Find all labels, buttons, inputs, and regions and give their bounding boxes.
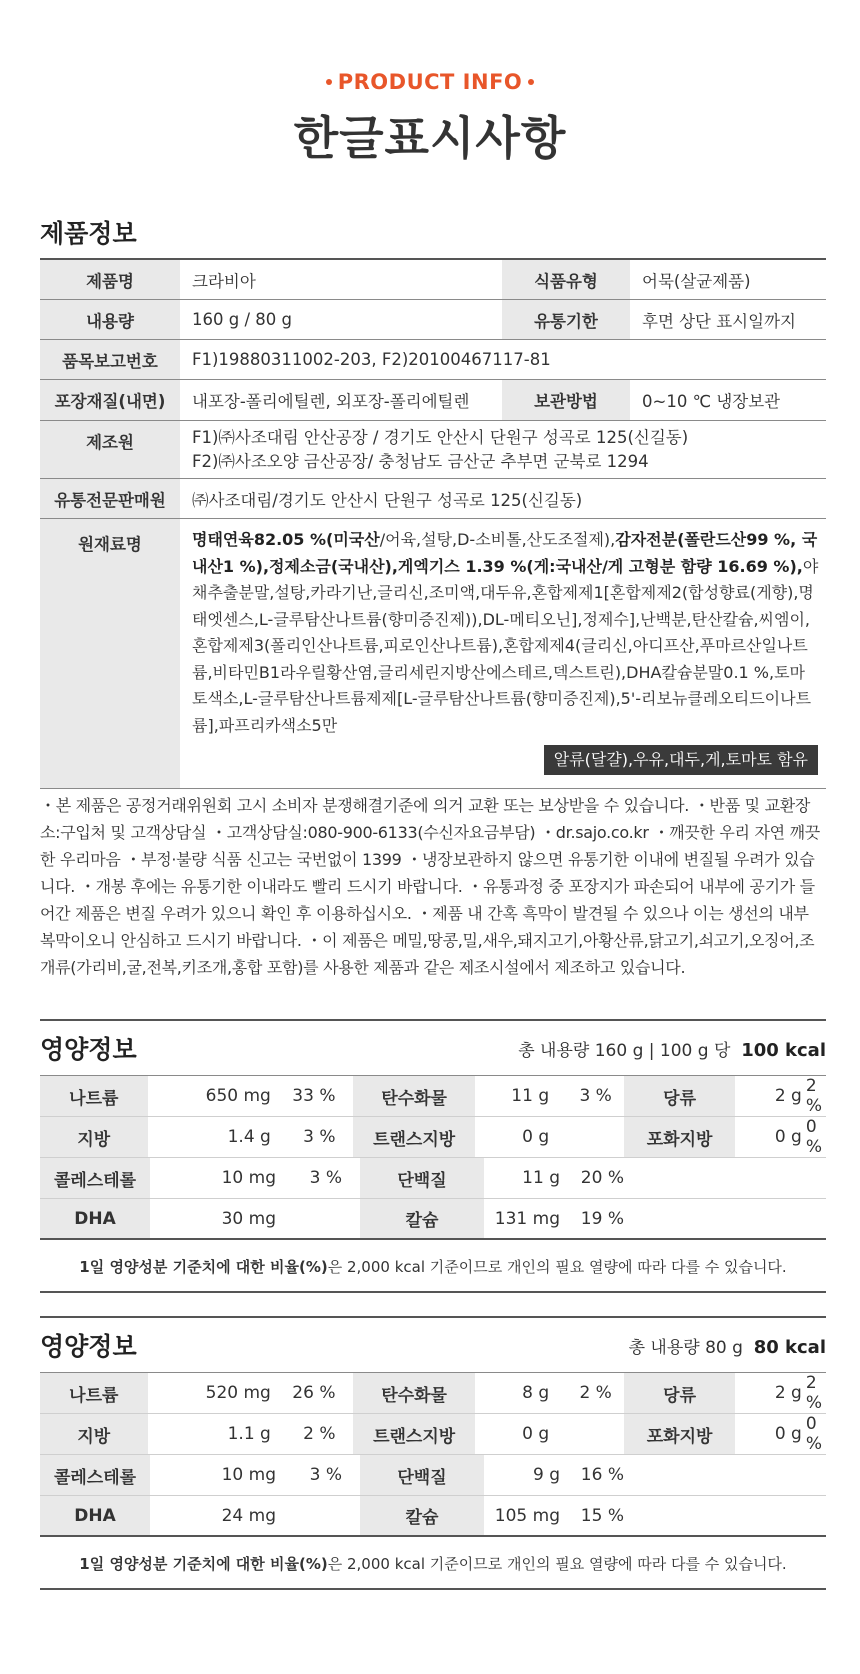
nutrient-amount — [750, 1455, 822, 1495]
page-title: 한글표시사항 — [293, 111, 567, 165]
value-storage: 0~10 ℃ 냉장보관 — [642, 392, 781, 411]
row-ingredients — [40, 519, 826, 789]
nutrient-amount: 1.1 g — [227, 1424, 271, 1444]
nutrient-label: 지방 — [40, 1414, 148, 1454]
nutrient-label: DHA — [40, 1496, 150, 1535]
nutrient-percent: 3 % — [579, 1086, 612, 1106]
label-seller: 유통전문판매원 — [40, 479, 180, 518]
label-packaging: 포장재질(내면) — [40, 380, 180, 420]
manufacturer-line-1: F1)㈜사조대림 안산공장 / 경기도 안산시 단원구 성곡로 125(신길동) — [192, 427, 689, 447]
allergy-badge: 알류(달걀),우유,대두,게,토마토 함유 — [544, 745, 818, 775]
nutrient-label: 포화지방 — [624, 1414, 736, 1454]
nutrition-row — [40, 1076, 826, 1117]
nutrition-1-table — [40, 1075, 826, 1240]
nutrition-1-kcal: 100 kcal — [741, 1039, 826, 1061]
nutrient-amount: 1.4 g — [227, 1127, 271, 1147]
nutrient-label: DHA — [40, 1199, 150, 1238]
ingredients-normal-2: 야채추출분말,설탕,카라기난,글리신,조미액,대두유,혼합제제1[혼합제제2(합성향료(게향),명태엣센스,L-글루탐산나트륨(향미증진제)),DL-메티오닌],정제수],난백분,탄산칼슘,씨엠이,혼합제제3(폴리인산나트륨,피로인산나트륨),혼합제제4(글리신,아디프산,푸마르산일나트륨,비타민B1라우릴황산염,글리세린지방산에스테르,덱스트린),DHA칼슘분말0.1 %,토마토색소,L-글루탐산나트륨제제[L-글루탐산나트륨(향미증진제),5'-리보뉴클레오티드이나트륨],파프리카색소5만 — [192, 556, 819, 735]
notice-text: ・본 제품은 공정거래위원회 고시 소비자 분쟁해결기준에 의거 교환 또는 보상받을 수 있습니다. ・반품 및 교환장소:구입처 및 고객상담실 ・고객상담실:080-900-6133(수신자요금부담) ・dr.sajo.co.kr ・깨끗한 우리 자연 깨끗한 우리마음 ・부정·불량 식품 신고는 국번없이 1399 ・냉장보관하지 않으면 유통기한 이내에 변질될 우려가 있습니다. ・개봉 후에는 유통기한 이내라도 빨리 드시기 바랍니다. ・유통과정 중 포장지가 파손되어 내부에 공기가 들어간 제품은 변질 우려가 있으니 확인 후 이용하십시오. ・제품 내 간혹 흑막이 발견될 수 있으나 이는 생선의 내부 복막이오니 안심하고 드시기 바랍니다. ・이 제품은 메밀,땅콩,밀,새우,돼지고기,아황산류,닭고기,쇠고기,오징어,조개류(가리비,굴,전복,키조개,홍합 포함)를 사용한 제품과 같은 제조시설에서 제조하고 있습니다. — [40, 796, 820, 977]
nutrient-percent: 33 % — [292, 1086, 336, 1106]
value-product-name: 크라비아 — [192, 271, 256, 291]
row-manufacturer — [40, 421, 826, 479]
nutrient-percent: 15 % — [580, 1505, 624, 1526]
nutrient-label: 트랜스지방 — [353, 1117, 474, 1157]
nutrient-label: 트랜스지방 — [353, 1414, 474, 1454]
nutrient-label: 탄수화물 — [353, 1373, 474, 1413]
value-food-type: 어묵(살균제품) — [642, 271, 751, 291]
nutrient-percent: 26 % — [292, 1383, 336, 1403]
nutrition-2-title: 영양정보 — [40, 1332, 137, 1361]
nutrient-amount: 8 g — [522, 1383, 550, 1403]
nutrient-amount: 11 g — [522, 1168, 560, 1188]
nutrition-row — [40, 1199, 826, 1240]
nutrition-2-footer-bold: 1일 영양성분 기준치에 대한 비율(%) — [79, 1554, 328, 1573]
nutrient-percent — [280, 1496, 346, 1535]
nutrition-1-footer-rest: 은 2,000 kcal 기준이므로 개인의 필요 열량에 따라 다를 수 있습니다. — [327, 1257, 787, 1276]
dot-icon — [528, 79, 534, 85]
row-report-number — [40, 340, 826, 380]
nutrient-label: 단백질 — [360, 1455, 484, 1495]
label-manufacturer: 제조원 — [40, 421, 180, 478]
nutrition-row — [40, 1414, 826, 1455]
nutrient-amount: 0 g — [774, 1424, 802, 1444]
nutrient-amount: 10 mg — [221, 1465, 276, 1485]
label-expiry: 유통기한 — [502, 300, 630, 339]
nutrient-percent: 3 % — [303, 1127, 336, 1147]
value-report-number: F1)19880311002-203, F2)20100467117-81 — [192, 350, 551, 369]
nutrient-amount — [750, 1496, 822, 1535]
nutrient-amount: 0 g — [522, 1127, 550, 1147]
nutrient-amount: 30 mg — [221, 1208, 276, 1229]
nutrient-percent: 3 % — [309, 1465, 342, 1485]
nutrition-row — [40, 1455, 826, 1496]
nutrient-label: 나트륨 — [40, 1373, 148, 1413]
row-packaging-storage — [40, 380, 826, 421]
nutrient-amount: 10 mg — [221, 1168, 276, 1188]
label-ingredients: 원재료명 — [40, 519, 180, 788]
nutrient-percent — [280, 1199, 346, 1238]
nutrition-2-footer-rest: 은 2,000 kcal 기준이므로 개인의 필요 열량에 따라 다를 수 있습니다. — [327, 1554, 787, 1573]
nutrient-percent: 0 % — [805, 1117, 822, 1157]
value-packaging: 내포장-폴리에틸렌, 외포장-폴리에틸렌 — [192, 392, 470, 411]
nutrient-amount — [750, 1158, 822, 1198]
nutrition-row — [40, 1117, 826, 1158]
nutrient-amount: 520 mg — [205, 1383, 271, 1403]
nutrition-2-table — [40, 1372, 826, 1537]
nutrient-label: 당류 — [624, 1373, 736, 1413]
manufacturer-line-2: F2)㈜사조오양 금산공장/ 충청남도 금산군 추부면 군북로 1294 — [192, 451, 649, 471]
nutrient-percent: 16 % — [580, 1465, 624, 1485]
nutrient-amount: 0 g — [774, 1127, 802, 1147]
eyebrow-text: PRODUCT INFO — [337, 70, 523, 94]
nutrient-amount: 9 g — [532, 1465, 560, 1485]
nutrient-percent — [822, 1455, 826, 1495]
nutrient-amount: 131 mg — [494, 1208, 560, 1229]
nutrient-label: 나트륨 — [40, 1076, 148, 1116]
nutrient-percent — [822, 1496, 826, 1535]
nutrient-amount: 650 mg — [205, 1086, 271, 1106]
nutrient-percent: 20 % — [580, 1168, 624, 1188]
nutrition-1-serving: 총 내용량 160 g | 100 g 당 — [518, 1040, 731, 1061]
nutrient-percent: 2 % — [805, 1076, 822, 1116]
nutrition-1-title: 영양정보 — [40, 1035, 137, 1064]
nutrient-label: 칼슘 — [360, 1199, 484, 1238]
nutrient-label — [636, 1455, 750, 1495]
nutrition-2-serving: 총 내용량 80 g — [628, 1337, 743, 1358]
nutrient-percent: 2 % — [579, 1383, 612, 1403]
value-manufacturer — [180, 421, 826, 478]
nutrient-amount: 105 mg — [494, 1505, 560, 1526]
value-content: 160 g / 80 g — [192, 310, 292, 329]
value-seller: ㈜사조대림/경기도 안산시 단원구 성곡로 125(신길동) — [192, 490, 583, 510]
row-content-expiry — [40, 300, 826, 340]
nutrient-label — [636, 1158, 750, 1198]
nutrient-label: 칼슘 — [360, 1496, 484, 1535]
nutrient-label: 콜레스테롤 — [40, 1455, 150, 1495]
nutrient-percent: 3 % — [309, 1168, 342, 1188]
product-section-title: 제품정보 — [40, 219, 137, 248]
nutrition-2-footer — [40, 1538, 826, 1590]
nutrient-amount: 0 g — [522, 1424, 550, 1444]
nutrition-row — [40, 1158, 826, 1199]
nutrient-label: 당류 — [624, 1076, 736, 1116]
nutrition-2-header — [40, 1316, 826, 1372]
allergy-wrap — [192, 745, 818, 775]
nutrient-percent: 2 % — [805, 1373, 822, 1413]
nutrient-amount: 24 mg — [221, 1505, 276, 1526]
nutrition-1-footer-bold: 1일 영양성분 기준치에 대한 비율(%) — [79, 1257, 328, 1276]
nutrient-label — [636, 1496, 750, 1535]
nutrient-amount: 2 g — [774, 1383, 802, 1403]
nutrient-percent: 0 % — [805, 1414, 822, 1454]
nutrition-2-kcal: 80 kcal — [753, 1336, 826, 1358]
nutrient-percent: 2 % — [303, 1424, 336, 1444]
nutrient-percent — [822, 1199, 826, 1238]
value-ingredients — [180, 519, 826, 788]
row-name-type — [40, 260, 826, 300]
nutrient-amount: 11 g — [511, 1086, 550, 1106]
nutrient-amount: 2 g — [774, 1086, 802, 1106]
nutrition-1-header — [40, 1019, 826, 1075]
nutrient-label: 콜레스테롤 — [40, 1158, 150, 1198]
ingredients-bold-1: 명태연육82.05 %(미국산 — [192, 530, 380, 549]
label-food-type: 식품유형 — [502, 260, 630, 299]
nutrient-label: 단백질 — [360, 1158, 484, 1198]
nutrition-2-serving-info — [629, 1333, 826, 1358]
nutrient-percent — [822, 1158, 826, 1198]
product-info-table — [40, 258, 826, 789]
row-seller — [40, 479, 826, 519]
dot-icon — [326, 79, 332, 85]
nutrition-row — [40, 1496, 826, 1537]
label-storage: 보관방법 — [502, 380, 630, 420]
product-info-eyebrow — [326, 70, 535, 94]
nutrient-label: 포화지방 — [624, 1117, 736, 1157]
ingredients-bold-2: 감자전분(폴란드산99 %, 국내산1 %),정제소금(국내산),게엑기스 1.39 %(게:국내산/게 고형분 함량 16.69 %), — [192, 530, 818, 576]
nutrition-row — [40, 1373, 826, 1414]
nutrient-percent: 19 % — [580, 1208, 624, 1229]
label-content: 내용량 — [40, 300, 180, 339]
nutrient-percent — [553, 1414, 616, 1454]
nutrient-label — [636, 1199, 750, 1238]
nutrient-amount — [750, 1199, 822, 1238]
nutrition-1-serving-info — [518, 1036, 826, 1061]
value-expiry: 후면 상단 표시일까지 — [642, 311, 796, 331]
nutrient-label: 지방 — [40, 1117, 148, 1157]
page-header — [0, 70, 860, 168]
ingredients-normal-1: /어육,설탕,D-소비톨,산도조절제), — [379, 530, 616, 549]
label-report-number: 품목보고번호 — [40, 340, 180, 379]
nutrient-label: 탄수화물 — [353, 1076, 474, 1116]
label-product-name: 제품명 — [40, 260, 180, 299]
nutrition-1-footer — [40, 1241, 826, 1293]
nutrient-percent — [553, 1117, 616, 1157]
